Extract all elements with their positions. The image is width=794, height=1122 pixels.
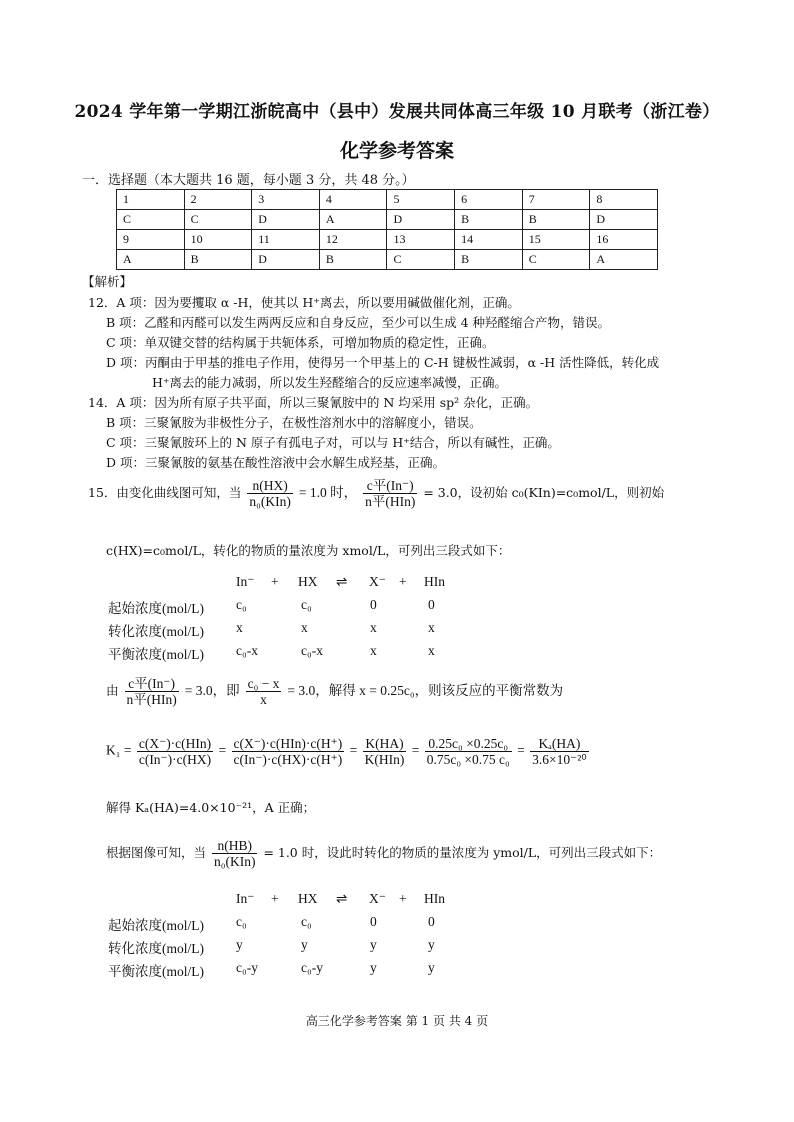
answer-cell: D: [252, 250, 320, 270]
ice-value-cell: 0: [370, 597, 377, 612]
reaction-equation-term: HX: [298, 574, 318, 589]
ice-value-cell: c₀-y: [236, 960, 258, 975]
ice-value-cell: x: [370, 643, 377, 658]
ice-value-cell: y: [301, 937, 308, 952]
reaction-equation-term: +: [399, 574, 407, 589]
question-number-cell: 6: [455, 190, 523, 210]
question-number-cell: 15: [522, 230, 590, 250]
reaction-equation-term: X⁻: [369, 574, 386, 589]
page-footer: 高三化学参考答案 第 1 页 共 4 页: [305, 1014, 489, 1028]
question-number-cell: 3: [252, 190, 320, 210]
reaction-equation-term: +: [271, 891, 279, 906]
answer-cell: B: [455, 250, 523, 270]
reaction-equation-term: HIn: [424, 891, 445, 906]
q14-item-a: 14．A 项：因为所有原子共平面，所以三聚氰胺中的 N 均采用 sp² 杂化，正确。: [88, 395, 539, 410]
answer-table: [116, 189, 658, 270]
question-number-cell: 4: [319, 190, 387, 210]
q15-intro: 15．由变化曲线图可知，当 $\frac{n(HX)}{\text{n₀(KIn)}}$ = 1.0 时， $\frac{\text{c平(In⁻)}}{\text{n平(HIn)}}$ = 3.0，设初始 c₀(KIn)=c₀mol/L，则初始: [88, 478, 665, 509]
q12-item-a: 12．A 项：因为要攫取 α -H，使其以 H⁺离去，所以要用碱做催化剂，正确。: [88, 295, 520, 310]
q15-derivation: 由 $\frac{\text{c平(In⁻)}}{\text{n平(HIn)}}$ = 3.0，即 $\frac{\text{c₀ − x}}{x}$ = 3.0，解得 x = 0.25c₀，则该反应的平衡常数为: [106, 676, 564, 707]
ice-value-cell: 0: [428, 914, 435, 929]
q12-item-d: D 项：丙酮由于甲基的推电子作用，使得另一个甲基上的 C-H 键极性减弱，α -H 活性降低，转化成: [106, 355, 660, 370]
q12-item-c: C 项：单双键交替的结构属于共轭体系，可增加物质的稳定性，正确。: [106, 335, 495, 350]
reaction-equation-term: HX: [298, 891, 318, 906]
q14-item-d: D 项：三聚氰胺的氨基在酸性溶液中会水解生成羟基，正确。: [106, 455, 445, 470]
ice-value-cell: c₀: [236, 597, 247, 612]
answer-table-row: [117, 210, 658, 230]
analysis-label: 【解析】: [82, 274, 133, 289]
ice-value-cell: c₀: [236, 914, 247, 929]
question-number-cell: 13: [387, 230, 455, 250]
ice-value-cell: y: [428, 937, 435, 952]
ice-value-cell: c₀-x: [236, 643, 258, 658]
reaction-equation-term: +: [271, 574, 279, 589]
equilibrium-constant-formula: K₁ = $\frac{\text{c(X⁻)·c(HIn)}}{c(In^-)\cdot c(HX)}$ = $\frac{\text{c(X⁻)·c(HIn)·c(H⁺)}}{c(In^-)\cdot c(HX)\cdot c(H^+)}$ = $\frac{K(HA)}{\text{K(HIn)}}$ = $\frac{\text{0.25c₀ ×0.25c₀}}{\text{0.75c₀ ×0.75 c₀}}$ = $\frac{\text{Kₐ(HA)}}{\text{3.6×10⁻²⁰}}$: [106, 736, 587, 767]
ice-value-cell: 0: [370, 914, 377, 929]
ice-value-cell: x: [236, 620, 243, 635]
ice-value-cell: c₀-x: [301, 643, 323, 658]
answer-table-row: [117, 250, 658, 270]
ice-value-cell: x: [428, 620, 435, 635]
section-heading-choice: 一．选择题（本大题共 16 题，每小题 3 分，共 48 分。）: [82, 173, 415, 188]
answer-cell: C: [522, 250, 590, 270]
document-title: 2024 学年第一学期江浙皖高中（县中）发展共同体高三年级 10 月联考（浙江卷）: [74, 102, 720, 122]
q14-item-b: B 项：三聚氰胺为非极性分子，在极性溶剂水中的溶解度小，错误。: [106, 415, 482, 430]
question-number-cell: 11: [252, 230, 320, 250]
answer-cell: C: [387, 250, 455, 270]
answer-table-row: [117, 190, 658, 210]
answer-cell: C: [117, 210, 185, 230]
ice-row-label: 起始浓度(mol/L): [108, 918, 204, 933]
reaction-equation-term: +: [399, 891, 407, 906]
ice-value-cell: x: [428, 643, 435, 658]
answer-cell: D: [590, 210, 658, 230]
question-number-cell: 9: [117, 230, 185, 250]
reaction-equation-term: In⁻: [236, 891, 255, 906]
ice-row-label: 平衡浓度(mol/L): [108, 647, 204, 662]
answer-cell: B: [184, 250, 252, 270]
ice-value-cell: c₀-y: [301, 960, 323, 975]
answer-cell: D: [387, 210, 455, 230]
ice-value-cell: c₀: [301, 914, 312, 929]
q15-solution-a: 解得 Kₐ(HA)=4.0×10⁻²¹，A 正确；: [106, 800, 316, 815]
answer-cell: B: [522, 210, 590, 230]
ice-value-cell: y: [370, 960, 377, 975]
ice-row-label: 平衡浓度(mol/L): [108, 964, 204, 979]
reaction-equation-term: X⁻: [369, 891, 386, 906]
q15-graph-statement: 根据图像可知，当 $\frac{n(HB)}{\text{n₀(KIn)}}$ = 1.0 时，设此时转化的物质的量浓度为 ymol/L，可列出三段式如下：: [106, 838, 662, 869]
answer-cell: B: [455, 210, 523, 230]
ice-value-cell: x: [370, 620, 377, 635]
reaction-equation-term: ⇌: [336, 891, 348, 906]
document-subtitle: 化学参考答案: [339, 140, 454, 162]
ice-value-cell: y: [428, 960, 435, 975]
ice-row-label: 转化浓度(mol/L): [108, 624, 204, 639]
ice-row-label: 转化浓度(mol/L): [108, 941, 204, 956]
question-number-cell: 14: [455, 230, 523, 250]
question-number-cell: 5: [387, 190, 455, 210]
q15-line2: c(HX)=c₀mol/L，转化的物质的量浓度为 xmol/L，可列出三段式如下：: [106, 543, 511, 558]
answer-table-row: [117, 230, 658, 250]
ice-value-cell: 0: [428, 597, 435, 612]
question-number-cell: 12: [319, 230, 387, 250]
answer-cell: A: [319, 210, 387, 230]
ice-value-cell: y: [236, 937, 243, 952]
ice-value-cell: y: [370, 937, 377, 952]
reaction-equation-term: ⇌: [336, 574, 348, 589]
answer-cell: A: [117, 250, 185, 270]
answer-cell: B: [319, 250, 387, 270]
question-number-cell: 1: [117, 190, 185, 210]
ice-value-cell: c₀: [301, 597, 312, 612]
question-number-cell: 8: [590, 190, 658, 210]
ice-row-label: 起始浓度(mol/L): [108, 601, 204, 616]
answer-cell: D: [252, 210, 320, 230]
question-number-cell: 2: [184, 190, 252, 210]
answer-cell: C: [184, 210, 252, 230]
q12-item-d-cont: H⁺离去的能力减弱，所以发生羟醛缩合的反应速率减慢，正确。: [152, 375, 507, 390]
answer-cell: A: [590, 250, 658, 270]
q14-item-c: C 项：三聚氰胺环上的 N 原子有孤电子对，可以与 H⁺结合，所以有碱性，正确。: [106, 435, 560, 450]
reaction-equation-term: HIn: [424, 574, 445, 589]
ice-value-cell: x: [301, 620, 308, 635]
question-number-cell: 16: [590, 230, 658, 250]
reaction-equation-term: In⁻: [236, 574, 255, 589]
question-number-cell: 10: [184, 230, 252, 250]
q12-item-b: B 项：乙醛和丙醛可以发生两两反应和自身反应，至少可以生成 4 种羟醛缩合产物，错误。: [106, 315, 611, 330]
question-number-cell: 7: [522, 190, 590, 210]
